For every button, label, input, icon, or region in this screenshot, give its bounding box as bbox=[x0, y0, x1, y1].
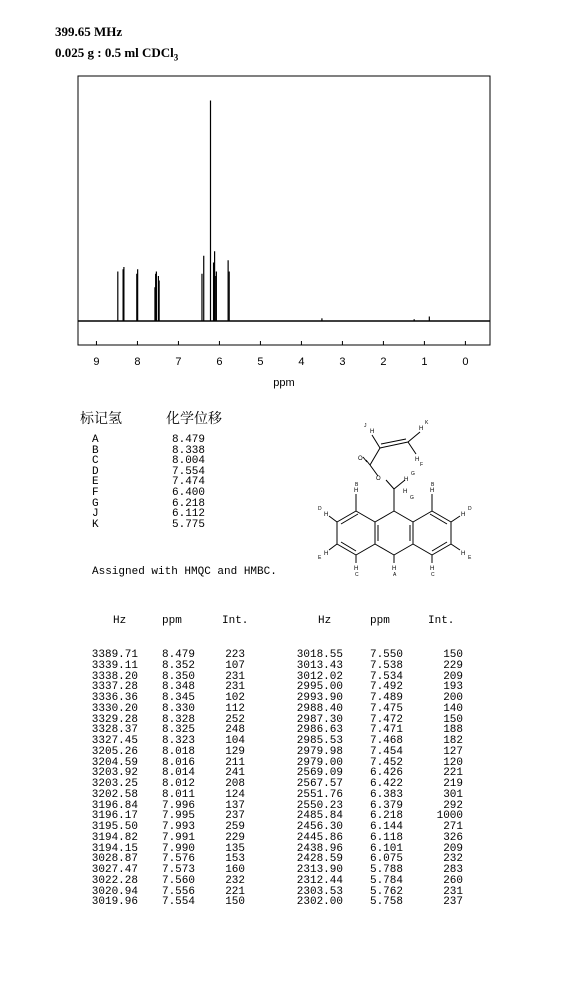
left-col-int: Int. bbox=[222, 615, 249, 627]
peak-ppm: 7.489 bbox=[369, 692, 403, 704]
assignment-label: C bbox=[92, 455, 99, 468]
nmr-spectrum-chart bbox=[0, 0, 570, 400]
peak-hz: 2985.53 bbox=[296, 735, 343, 747]
sample-concentration-text: 0.025 g : 0.5 ml CDCl bbox=[55, 45, 174, 60]
assignment-label: K bbox=[92, 518, 99, 531]
peak-int: 124 bbox=[225, 788, 245, 801]
peak-ppm: 7.991 bbox=[161, 831, 195, 844]
label-e-right: E bbox=[468, 555, 472, 561]
peak-int: 292 bbox=[443, 799, 463, 812]
peak-hz: 3337.28 bbox=[91, 681, 138, 694]
assignment-note: Assigned with HMQC and HMBC. bbox=[92, 566, 277, 578]
x-tick-label: 1 bbox=[421, 356, 428, 368]
peak-ppm: 7.996 bbox=[161, 799, 195, 812]
label-g1: G bbox=[411, 471, 415, 477]
peak-hz: 2979.98 bbox=[296, 745, 343, 758]
peak-hz: 2986.63 bbox=[296, 724, 343, 737]
peak-int: 259 bbox=[225, 821, 245, 833]
peak-int: 135 bbox=[225, 842, 245, 855]
peak-hz: 2551.76 bbox=[296, 788, 343, 801]
label-k: K bbox=[425, 420, 429, 426]
peak-int: 252 bbox=[225, 713, 245, 726]
peak-ppm: 8.330 bbox=[161, 702, 195, 715]
peak-int: 200 bbox=[443, 692, 463, 704]
peak-hz: 2993.90 bbox=[296, 692, 343, 704]
peak-hz: 3022.28 bbox=[91, 874, 138, 887]
peak-hz: 3196.84 bbox=[91, 799, 138, 812]
assignment-label: J bbox=[92, 508, 99, 521]
peak-int: 237 bbox=[443, 896, 463, 909]
peak-ppm: 7.475 bbox=[369, 702, 403, 715]
peak-hz: 3330.20 bbox=[91, 702, 138, 715]
peak-ppm: 7.472 bbox=[369, 713, 403, 726]
peak-ppm: 8.352 bbox=[161, 659, 195, 672]
peak-int: 231 bbox=[225, 681, 245, 694]
label-f: F bbox=[420, 462, 424, 468]
peak-int: 127 bbox=[443, 745, 463, 758]
h-k-atom: H bbox=[419, 426, 424, 432]
peak-ppm: 8.011 bbox=[161, 788, 195, 801]
peak-ppm: 7.560 bbox=[161, 874, 195, 887]
peak-ppm: 7.468 bbox=[369, 735, 403, 747]
spectrometer-frequency: 399.65 MHz bbox=[55, 24, 123, 39]
x-tick-label: 5 bbox=[257, 356, 264, 368]
x-axis-label: ppm bbox=[273, 377, 295, 389]
peak-int: 1000 bbox=[436, 810, 463, 823]
x-tick-label: 9 bbox=[93, 356, 100, 368]
peak-int: 150 bbox=[225, 896, 245, 909]
molecule-structure bbox=[300, 410, 500, 580]
peak-ppm: 8.325 bbox=[161, 724, 195, 737]
peak-ppm: 7.556 bbox=[161, 885, 195, 898]
assignment-shift: 5.775 bbox=[172, 518, 206, 531]
peak-int: 193 bbox=[443, 681, 463, 694]
x-tick-label: 4 bbox=[298, 356, 305, 368]
peak-ppm: 7.452 bbox=[369, 756, 403, 769]
peak-ppm: 6.144 bbox=[369, 821, 403, 833]
label-c-left: C bbox=[355, 572, 359, 578]
peak-hz: 2995.00 bbox=[296, 681, 343, 694]
peak-ppm: 8.018 bbox=[161, 745, 195, 758]
peak-hz: 2988.40 bbox=[296, 702, 343, 715]
peak-hz: 3329.28 bbox=[91, 713, 138, 726]
peak-hz: 3194.82 bbox=[91, 831, 138, 844]
peak-hz: 3012.02 bbox=[296, 670, 343, 683]
h-c-left-atom: H bbox=[354, 566, 359, 572]
peak-ppm: 7.990 bbox=[161, 842, 195, 855]
right-col-int: Int. bbox=[428, 615, 455, 627]
peak-ppm: 6.379 bbox=[369, 799, 403, 812]
peak-ppm: 8.348 bbox=[161, 681, 195, 694]
assignment-shift: 8.004 bbox=[172, 455, 206, 468]
peak-hz: 2567.57 bbox=[296, 778, 343, 790]
label-d-right: D bbox=[468, 506, 472, 512]
peak-ppm: 7.995 bbox=[161, 810, 195, 823]
peak-int: 241 bbox=[225, 767, 245, 780]
peak-int: 221 bbox=[443, 767, 463, 780]
peak-int: 104 bbox=[225, 735, 245, 747]
assignment-col-shift: 化学位移 bbox=[166, 411, 222, 427]
peak-int: 211 bbox=[225, 756, 245, 769]
assignment-shift: 6.218 bbox=[172, 497, 206, 510]
peak-int: 231 bbox=[443, 885, 463, 898]
h-g2-atom: H bbox=[403, 489, 408, 495]
peak-int: 112 bbox=[225, 702, 245, 715]
peak-int: 229 bbox=[225, 831, 245, 844]
peak-ppm: 6.426 bbox=[369, 767, 403, 780]
right-col-ppm: ppm bbox=[370, 615, 390, 627]
sample-subscript: 3 bbox=[173, 52, 179, 63]
assignment-shift: 6.400 bbox=[172, 486, 206, 499]
peak-hz: 3389.71 bbox=[91, 649, 138, 661]
peak-int: 150 bbox=[443, 713, 463, 726]
peak-int: 129 bbox=[225, 745, 245, 758]
peak-hz: 2987.30 bbox=[296, 713, 343, 726]
peak-int: 301 bbox=[443, 788, 463, 801]
assignment-shift: 8.338 bbox=[172, 444, 206, 457]
peak-int: 248 bbox=[225, 724, 245, 737]
peak-hz: 3195.50 bbox=[91, 821, 138, 833]
assignment-label: F bbox=[92, 486, 99, 499]
peak-int: 160 bbox=[225, 864, 245, 876]
h-g1-atom: H bbox=[404, 477, 409, 483]
peak-ppm: 7.471 bbox=[369, 724, 403, 737]
label-a: A bbox=[393, 572, 397, 578]
peak-int: 223 bbox=[225, 649, 245, 661]
left-col-hz: Hz bbox=[113, 615, 127, 627]
assignment-label: G bbox=[92, 497, 99, 510]
h-f-atom: H bbox=[415, 457, 420, 463]
h-b-right-atom: H bbox=[430, 488, 435, 494]
peak-int: 271 bbox=[443, 821, 463, 833]
x-tick-label: 2 bbox=[380, 356, 387, 368]
peak-int: 209 bbox=[443, 842, 463, 855]
label-b-right: B bbox=[431, 482, 435, 488]
peak-hz: 3336.36 bbox=[91, 692, 138, 704]
peak-int: 120 bbox=[443, 756, 463, 769]
peak-int: 188 bbox=[443, 724, 463, 737]
peak-int: 153 bbox=[225, 853, 245, 866]
peak-hz: 2485.84 bbox=[296, 810, 343, 823]
peak-int: 182 bbox=[443, 735, 463, 747]
peak-ppm: 6.218 bbox=[369, 810, 403, 823]
h-b-left-atom: H bbox=[354, 488, 359, 494]
h-e-right-atom: H bbox=[461, 551, 466, 557]
peak-ppm: 8.016 bbox=[161, 756, 195, 769]
peak-int: 140 bbox=[443, 702, 463, 715]
peak-ppm: 5.758 bbox=[369, 896, 403, 909]
peak-hz: 3339.11 bbox=[91, 659, 138, 672]
label-c-right: C bbox=[431, 572, 435, 578]
peak-ppm: 5.762 bbox=[369, 885, 403, 898]
label-d-left: D bbox=[318, 506, 322, 512]
peak-int: 260 bbox=[443, 874, 463, 887]
peak-ppm: 5.784 bbox=[369, 874, 403, 887]
peak-ppm: 8.014 bbox=[161, 767, 195, 780]
peak-ppm: 8.350 bbox=[161, 670, 195, 683]
peak-ppm: 6.101 bbox=[369, 842, 403, 855]
label-g2: G bbox=[410, 495, 414, 501]
peak-ppm: 7.538 bbox=[369, 659, 403, 672]
peak-ppm: 8.345 bbox=[161, 692, 195, 704]
assignment-label: A bbox=[92, 434, 99, 446]
peak-int: 102 bbox=[225, 692, 245, 704]
peak-ppm: 8.479 bbox=[161, 649, 195, 661]
peak-hz: 2313.90 bbox=[296, 864, 343, 876]
peak-int: 208 bbox=[225, 778, 245, 790]
peak-ppm: 7.550 bbox=[369, 649, 403, 661]
peak-int: 231 bbox=[225, 670, 245, 683]
peak-hz: 2428.59 bbox=[296, 853, 343, 866]
peak-ppm: 5.788 bbox=[369, 864, 403, 876]
peak-ppm: 8.328 bbox=[161, 713, 195, 726]
peak-hz: 3019.96 bbox=[91, 896, 138, 909]
peak-ppm: 7.576 bbox=[161, 853, 195, 866]
peak-hz: 3338.20 bbox=[91, 670, 138, 683]
peak-int: 150 bbox=[443, 649, 463, 661]
peak-hz: 3204.59 bbox=[91, 756, 138, 769]
peak-int: 229 bbox=[443, 659, 463, 672]
peak-hz: 2456.30 bbox=[296, 821, 343, 833]
assignment-label: D bbox=[92, 465, 99, 478]
peak-hz: 3203.92 bbox=[91, 767, 138, 780]
label-j: J bbox=[364, 423, 367, 429]
peak-int: 326 bbox=[443, 831, 463, 844]
peak-hz: 3328.37 bbox=[91, 724, 138, 737]
peak-ppm: 7.492 bbox=[369, 681, 403, 694]
peak-hz: 3020.94 bbox=[91, 885, 138, 898]
peak-ppm: 7.993 bbox=[161, 821, 195, 833]
peak-hz: 3203.25 bbox=[91, 778, 138, 790]
peak-hz: 3027.47 bbox=[91, 864, 138, 876]
peak-ppm: 6.383 bbox=[369, 788, 403, 801]
peak-int: 107 bbox=[225, 659, 245, 672]
peak-hz: 2550.23 bbox=[296, 799, 343, 812]
h-c-right-atom: H bbox=[430, 566, 435, 572]
peak-ppm: 8.323 bbox=[161, 735, 195, 747]
peak-int: 137 bbox=[225, 799, 245, 812]
peak-ppm: 7.573 bbox=[161, 864, 195, 876]
peak-ppm: 7.554 bbox=[161, 896, 195, 909]
peak-int: 221 bbox=[225, 885, 245, 898]
h-d-right-atom: H bbox=[461, 512, 466, 518]
h-j-atom: H bbox=[370, 429, 375, 435]
peak-layer bbox=[78, 101, 490, 322]
assignment-shift: 8.479 bbox=[172, 434, 206, 446]
molecule-bonds bbox=[329, 432, 460, 563]
peak-hz: 2979.00 bbox=[296, 756, 343, 769]
x-tick-label: 7 bbox=[175, 356, 182, 368]
peak-ppm: 6.118 bbox=[369, 831, 403, 844]
peak-hz: 3327.45 bbox=[91, 735, 138, 747]
peak-hz: 3196.17 bbox=[91, 810, 138, 823]
carbonyl-oxygen: O bbox=[358, 456, 363, 462]
assignment-label: E bbox=[92, 476, 99, 489]
right-col-hz: Hz bbox=[318, 615, 332, 627]
peak-hz: 2569.09 bbox=[296, 767, 343, 780]
peak-hz: 3013.43 bbox=[296, 659, 343, 672]
peak-hz: 2312.44 bbox=[296, 874, 343, 887]
plot-frame bbox=[78, 76, 490, 345]
assignment-label: B bbox=[92, 444, 99, 457]
ester-oxygen: O bbox=[376, 476, 381, 482]
peak-hz: 2438.96 bbox=[296, 842, 343, 855]
peak-ppm: 6.422 bbox=[369, 778, 403, 790]
x-tick-label: 0 bbox=[462, 356, 469, 368]
h-d-left-atom: H bbox=[324, 512, 329, 518]
peak-int: 283 bbox=[443, 864, 463, 876]
peak-hz: 3028.87 bbox=[91, 853, 138, 866]
label-e-left: E bbox=[318, 555, 322, 561]
peak-ppm: 7.534 bbox=[369, 670, 403, 683]
peak-ppm: 8.012 bbox=[161, 778, 195, 790]
peak-hz: 3194.15 bbox=[91, 842, 138, 855]
left-col-ppm: ppm bbox=[162, 615, 182, 627]
peak-hz: 3205.26 bbox=[91, 745, 138, 758]
peak-ppm: 6.075 bbox=[369, 853, 403, 866]
x-tick-label: 3 bbox=[339, 356, 346, 368]
peak-hz: 2303.53 bbox=[296, 885, 343, 898]
assignment-shift: 7.474 bbox=[172, 476, 206, 489]
peak-int: 232 bbox=[443, 853, 463, 866]
peak-int: 209 bbox=[443, 670, 463, 683]
peak-hz: 3202.58 bbox=[91, 788, 138, 801]
h-e-left-atom: H bbox=[324, 551, 329, 557]
assignment-shift: 7.554 bbox=[172, 465, 206, 478]
label-b-left: B bbox=[355, 482, 359, 488]
peak-int: 232 bbox=[225, 874, 245, 887]
peak-int: 237 bbox=[225, 810, 245, 823]
h-a-atom: H bbox=[392, 566, 397, 572]
peak-ppm: 7.454 bbox=[369, 745, 403, 758]
assignment-col-label: 标记氢 bbox=[80, 411, 122, 427]
assignment-shift: 6.112 bbox=[172, 508, 206, 521]
peak-hz: 3018.55 bbox=[296, 649, 343, 661]
x-tick-label: 8 bbox=[134, 356, 141, 368]
peak-hz: 2302.00 bbox=[296, 896, 343, 909]
peak-int: 219 bbox=[443, 778, 463, 790]
x-tick-label: 6 bbox=[216, 356, 223, 368]
peak-hz: 2445.86 bbox=[296, 831, 343, 844]
